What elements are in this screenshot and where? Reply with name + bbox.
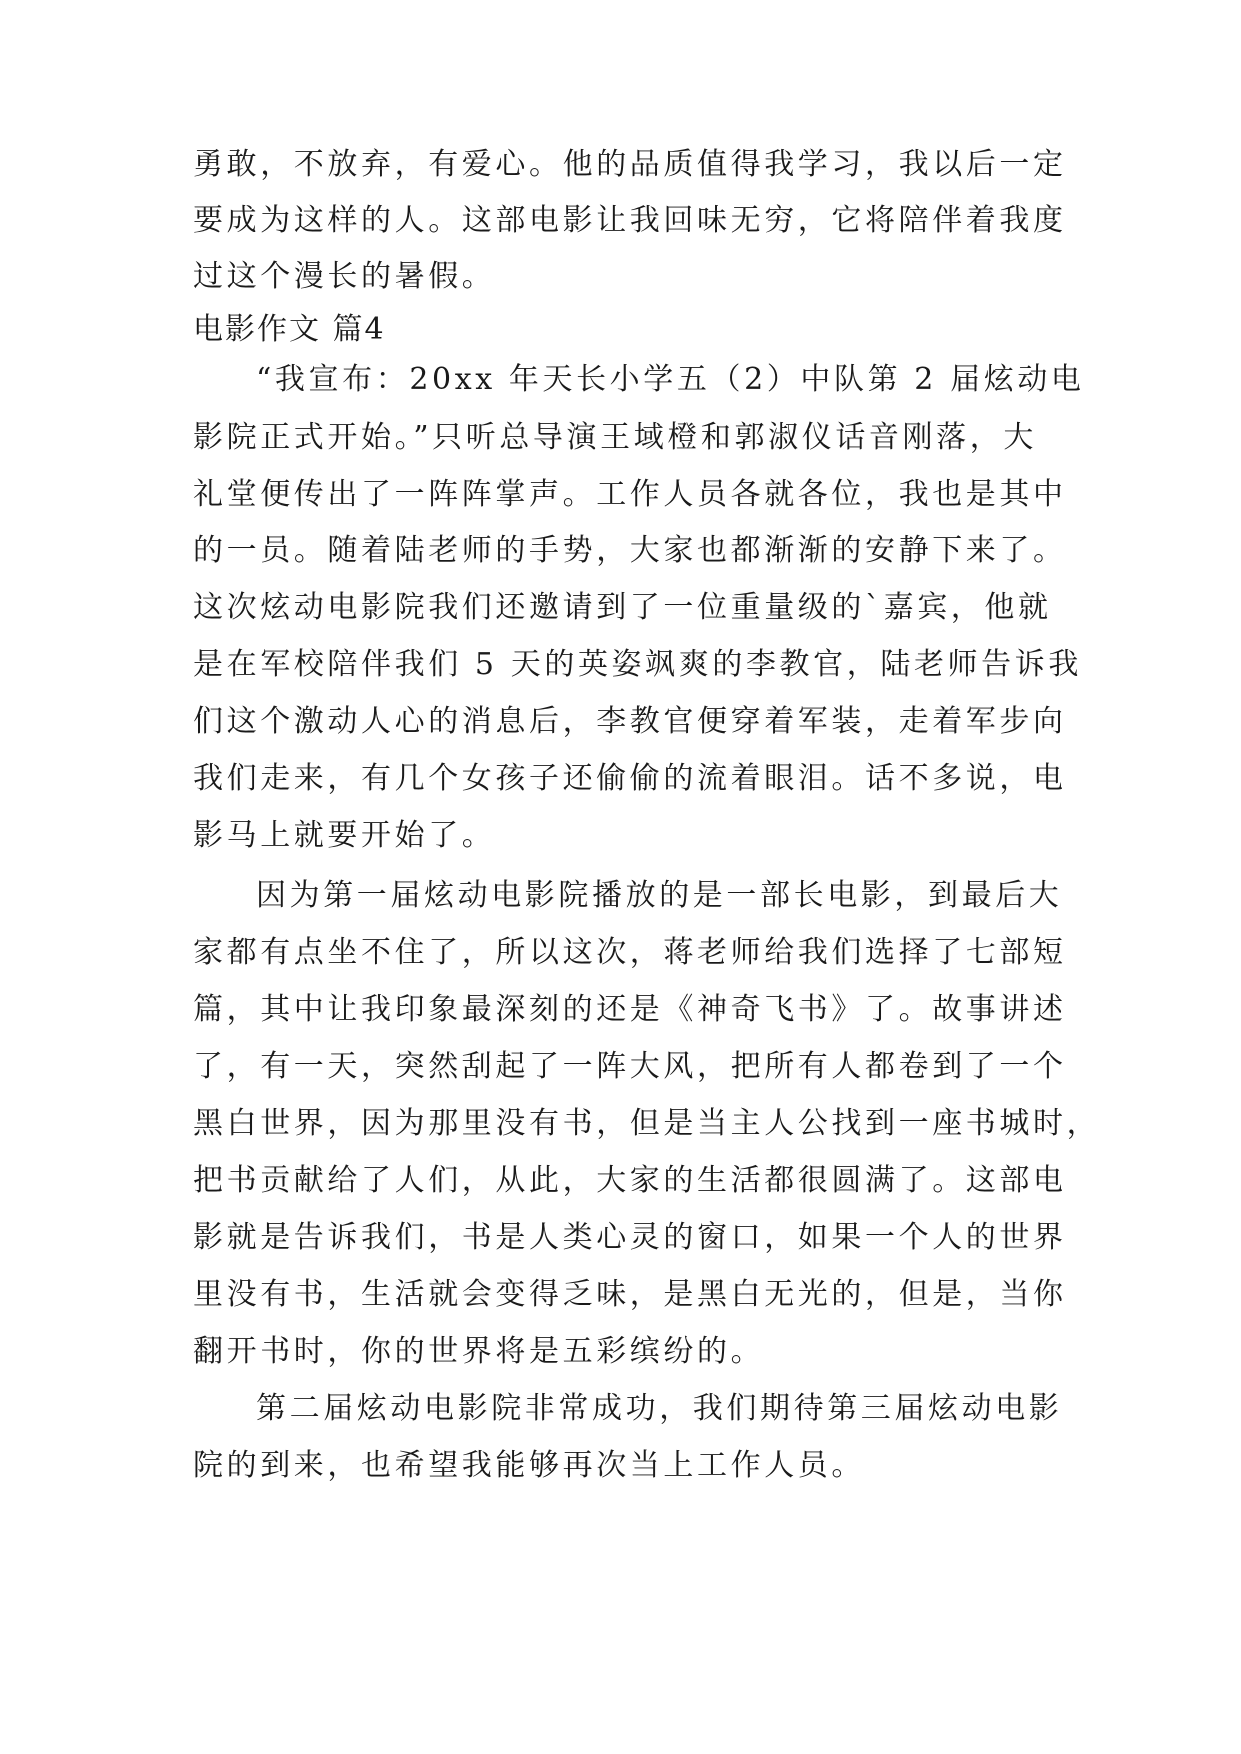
text-line: 我们走来，有几个女孩子还偷偷的流着眼泪。话不多说，电 bbox=[193, 761, 1067, 796]
text-line: 把书贡献给了人们，从此，大家的生活都很圆满了。这部电 bbox=[193, 1163, 1067, 1198]
text-line: 勇敢，不放弃，有爱心。他的品质值得我学习，我以后一定 bbox=[193, 147, 1067, 182]
text-line: 翻开书时，你的世界将是五彩缤纷的。 bbox=[193, 1334, 765, 1369]
text-line: 这次炫动电影院我们还邀请到了一位重量级的`嘉宾，他就 bbox=[193, 590, 1052, 625]
text-line: 家都有点坐不住了，所以这次，蒋老师给我们选择了七部短 bbox=[193, 935, 1067, 970]
text-line: 院的到来，也希望我能够再次当上工作人员。 bbox=[193, 1448, 865, 1483]
text-line: 第二届炫动电影院非常成功，我们期待第三届炫动电影 bbox=[256, 1391, 1063, 1426]
text-line: 过这个漫长的暑假。 bbox=[193, 259, 496, 294]
text-line: 影就是告诉我们，书是人类心灵的窗口，如果一个人的世界 bbox=[193, 1220, 1067, 1255]
text-line: 了，有一天，突然刮起了一阵大风，把所有人都卷到了一个 bbox=[193, 1049, 1067, 1084]
text-line: 是在军校陪伴我们 5 天的英姿飒爽的李教官，陆老师告诉我 bbox=[193, 647, 1082, 682]
text-line: 因为第一届炫动电影院播放的是一部长电影，到最后大 bbox=[256, 878, 1063, 913]
text-line: 要成为这样的人。这部电影让我回味无穷，它将陪伴着我度 bbox=[193, 203, 1067, 238]
text-line: 的一员。随着陆老师的手势，大家也都渐渐的安静下来了。 bbox=[193, 533, 1067, 568]
text-line: 篇，其中让我印象最深刻的还是《神奇飞书》了。故事讲述 bbox=[193, 992, 1067, 1027]
text-line: 影院正式开始。”只听总导演王域橙和郭淑仪话音刚落，大 bbox=[193, 420, 1037, 455]
text-line: 里没有书，生活就会变得乏味，是黑白无光的，但是，当你 bbox=[193, 1277, 1067, 1312]
text-line: 礼堂便传出了一阵阵掌声。工作人员各就各位，我也是其中 bbox=[193, 477, 1067, 512]
section-heading: 电影作文 篇4 bbox=[193, 312, 386, 347]
text-line: 影马上就要开始了。 bbox=[193, 818, 496, 853]
text-line: 黑白世界，因为那里没有书，但是当主人公找到一座书城时， bbox=[193, 1106, 1101, 1141]
text-line: 们这个激动人心的消息后，李教官便穿着军装，走着军步向 bbox=[193, 704, 1067, 739]
text-line: “我宣布：20xx 年天长小学五（2）中队第 2 届炫动电 bbox=[256, 362, 1085, 397]
